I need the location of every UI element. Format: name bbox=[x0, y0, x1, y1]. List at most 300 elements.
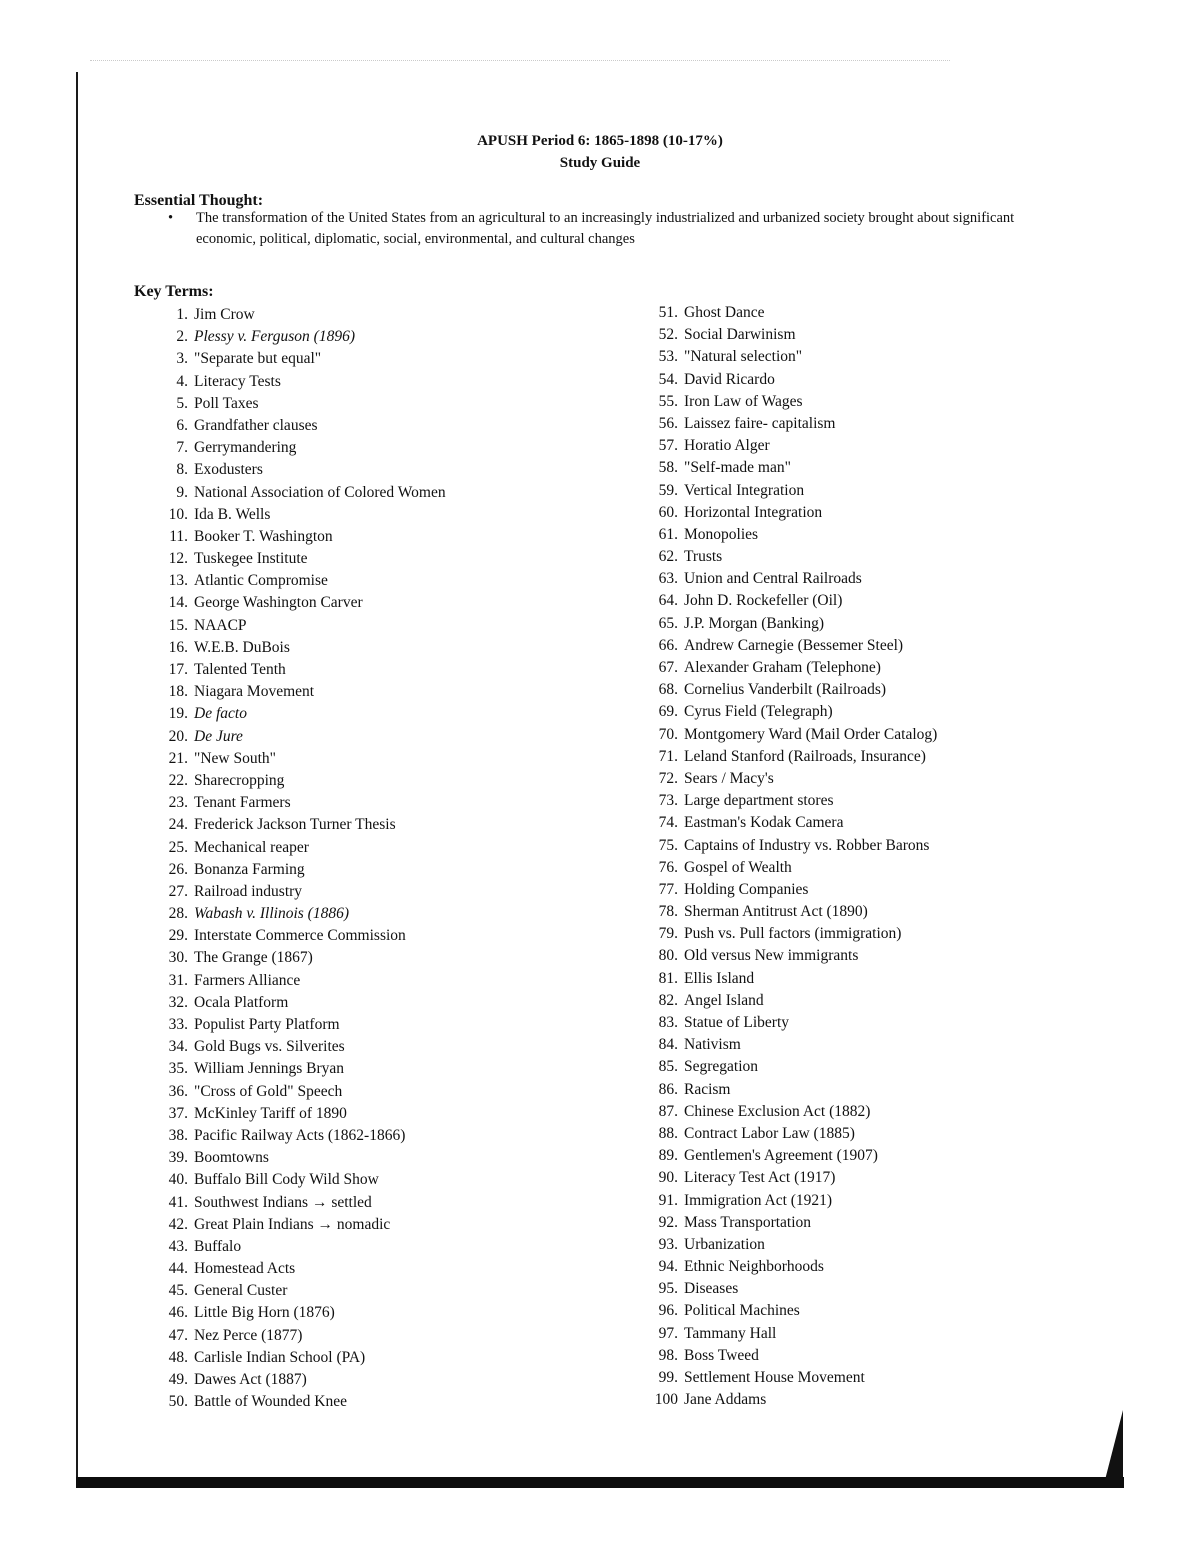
key-term-number: 77. bbox=[658, 880, 678, 898]
key-term-item bbox=[158, 1214, 446, 1236]
key-term-number: 2. bbox=[176, 328, 188, 346]
key-term-item bbox=[648, 901, 937, 923]
key-term-item bbox=[158, 615, 446, 637]
key-term-item bbox=[648, 701, 937, 723]
key-term-item bbox=[158, 393, 446, 415]
key-term-number: 73. bbox=[658, 792, 678, 810]
key-term-text: Literacy Tests bbox=[194, 372, 281, 390]
key-term-text: William Jennings Bryan bbox=[194, 1060, 345, 1078]
key-term-item bbox=[158, 814, 446, 836]
key-term-number: 67. bbox=[658, 659, 678, 676]
key-term-item bbox=[648, 346, 937, 368]
key-term-text: Statue of Liberty bbox=[684, 1014, 790, 1031]
key-term-item bbox=[158, 570, 446, 592]
key-term-number: 82. bbox=[658, 991, 678, 1009]
key-term-item bbox=[648, 768, 937, 790]
bullet-icon: • bbox=[168, 210, 174, 226]
key-term-text: Sharecropping bbox=[194, 771, 285, 789]
key-term-number: 27. bbox=[168, 882, 188, 900]
key-term-number: 34. bbox=[168, 1038, 188, 1056]
key-term-item bbox=[158, 592, 446, 614]
key-term-text: Ghost Dance bbox=[684, 304, 765, 321]
key-term-number: 74. bbox=[658, 814, 678, 832]
key-term-text: "Self-made man" bbox=[684, 459, 791, 477]
key-term-text: Segregation bbox=[684, 1058, 759, 1076]
key-term-item bbox=[158, 637, 446, 659]
key-term-text: Social Darwinism bbox=[684, 326, 796, 344]
key-term-item bbox=[158, 881, 446, 903]
key-term-text: Boss Tweed bbox=[684, 1346, 759, 1364]
key-term-text: Captains of Industry vs. Robber Barons bbox=[684, 836, 930, 854]
key-term-item bbox=[158, 992, 446, 1014]
key-term-number: 19. bbox=[168, 705, 188, 723]
key-term-text: Booker T. Washington bbox=[194, 527, 333, 545]
key-term-item bbox=[648, 502, 937, 524]
essential-thought-text: The transformation of the United States from an agricultural to an increasingly industrialized and urbanized society brought about significant economic, political, diplomatic, social, environmental, and cultural changes bbox=[196, 210, 1015, 247]
key-term-number: 8. bbox=[176, 461, 188, 479]
key-term-number: 92. bbox=[658, 1213, 678, 1231]
key-term-text: Nativism bbox=[684, 1036, 741, 1054]
scan-artifact-top bbox=[90, 60, 950, 71]
essential-thought-heading: Essential Thought: bbox=[134, 192, 264, 209]
key-term-number: 21. bbox=[168, 749, 188, 767]
key-term-item bbox=[158, 1347, 446, 1369]
key-term-number: 63. bbox=[658, 570, 678, 588]
key-term-text: Vertical Integration bbox=[684, 481, 805, 499]
key-terms-column-left bbox=[158, 304, 446, 1413]
key-term-text: Dawes Act (1887) bbox=[194, 1371, 307, 1388]
key-term-number: 6. bbox=[176, 416, 188, 434]
key-terms-heading: Key Terms: bbox=[134, 283, 214, 300]
key-term-text: "Natural selection" bbox=[684, 348, 803, 366]
key-term-item bbox=[158, 437, 446, 459]
key-term-number: 39. bbox=[168, 1149, 188, 1167]
key-term-text: The Grange (1867) bbox=[194, 949, 313, 967]
key-term-number: 20. bbox=[168, 727, 188, 745]
key-term-item bbox=[648, 857, 937, 879]
key-term-item bbox=[648, 812, 937, 834]
key-term-number: 48. bbox=[168, 1348, 188, 1366]
key-term-item bbox=[158, 1169, 446, 1191]
key-term-text: Holding Companies bbox=[684, 880, 809, 898]
key-term-item bbox=[648, 1056, 937, 1078]
key-term-text: Ocala Platform bbox=[194, 993, 289, 1011]
key-term-text: Cyrus Field (Telegraph) bbox=[684, 703, 833, 721]
key-term-number: 83. bbox=[658, 1014, 678, 1031]
key-term-number: 76. bbox=[658, 858, 678, 876]
key-term-text: Battle of Wounded Knee bbox=[194, 1393, 347, 1411]
key-term-number: 15. bbox=[168, 616, 188, 634]
key-term-item bbox=[648, 1079, 937, 1101]
key-term-number: 81. bbox=[658, 969, 678, 987]
key-term-number: 17. bbox=[168, 661, 188, 678]
key-term-number: 86. bbox=[658, 1080, 678, 1098]
key-term-number: 33. bbox=[168, 1016, 188, 1033]
key-term-item bbox=[158, 748, 446, 770]
key-term-text: Sears / Macy's bbox=[684, 769, 774, 787]
key-term-text: De Jure bbox=[194, 727, 243, 745]
key-term-number: 26. bbox=[168, 860, 188, 878]
key-term-text: Mechanical reaper bbox=[194, 838, 309, 856]
key-term-item bbox=[158, 792, 446, 814]
key-term-number: 72. bbox=[658, 769, 678, 787]
key-term-text: Gospel of Wealth bbox=[684, 858, 792, 876]
key-term-number: 55. bbox=[658, 392, 678, 410]
page-title: APUSH Period 6: 1865-1898 (10-17%) bbox=[477, 133, 723, 149]
key-term-text: Monopolies bbox=[684, 525, 759, 543]
key-term-number: 1. bbox=[176, 306, 188, 323]
key-term-number: 14. bbox=[168, 594, 188, 612]
key-term-item bbox=[158, 1036, 446, 1058]
key-term-item bbox=[648, 1323, 937, 1345]
key-term-text: Southwest Indians → settled bbox=[194, 1193, 372, 1211]
key-term-item bbox=[158, 504, 446, 526]
key-term-text: Ethnic Neighborhoods bbox=[684, 1258, 824, 1276]
key-term-number: 18. bbox=[168, 683, 188, 701]
key-term-item bbox=[648, 1278, 937, 1300]
key-term-text: Alexander Graham (Telephone) bbox=[684, 659, 881, 676]
key-term-number: 46. bbox=[168, 1304, 188, 1322]
key-term-item bbox=[158, 459, 446, 481]
key-term-text: Frederick Jackson Turner Thesis bbox=[194, 816, 396, 834]
key-term-text: Jane Addams bbox=[684, 1391, 767, 1409]
key-term-number: 68. bbox=[658, 681, 678, 699]
key-term-number: 4. bbox=[176, 372, 188, 390]
key-term-item bbox=[648, 1345, 937, 1367]
key-term-text: Contract Labor Law (1885) bbox=[684, 1124, 855, 1142]
key-term-text: Old versus New immigrants bbox=[684, 947, 859, 965]
key-term-number: 24. bbox=[168, 816, 188, 834]
key-term-number: 70. bbox=[658, 725, 678, 743]
key-term-number: 47. bbox=[168, 1326, 188, 1344]
key-term-number: 12. bbox=[168, 550, 188, 568]
scan-corner-curl bbox=[1105, 1410, 1123, 1480]
key-term-item bbox=[158, 837, 446, 859]
key-term-item bbox=[158, 925, 446, 947]
key-term-text: John D. Rockefeller (Oil) bbox=[684, 592, 843, 610]
key-term-number: 30. bbox=[168, 949, 188, 967]
key-term-number: 45. bbox=[168, 1282, 188, 1300]
key-term-number: 53. bbox=[658, 348, 678, 366]
key-term-text: "Cross of Gold" Speech bbox=[194, 1082, 343, 1100]
key-term-item bbox=[648, 679, 937, 701]
key-term-text: General Custer bbox=[194, 1282, 288, 1300]
key-term-number: 100 bbox=[654, 1391, 678, 1409]
key-term-text: Literacy Test Act (1917) bbox=[684, 1169, 836, 1187]
key-term-number: 75. bbox=[658, 836, 678, 854]
key-term-item bbox=[158, 970, 446, 992]
title-block bbox=[0, 130, 1200, 174]
key-term-text: Gerrymandering bbox=[194, 439, 297, 457]
key-term-number: 10. bbox=[168, 505, 188, 523]
key-term-item bbox=[158, 1258, 446, 1280]
key-term-item bbox=[648, 1256, 937, 1278]
key-term-number: 96. bbox=[658, 1302, 678, 1320]
key-term-text: Angel Island bbox=[684, 991, 764, 1009]
key-term-item bbox=[648, 990, 937, 1012]
key-term-item bbox=[648, 546, 937, 568]
key-term-number: 41. bbox=[168, 1193, 188, 1211]
key-term-number: 89. bbox=[658, 1147, 678, 1165]
key-term-item bbox=[648, 324, 937, 346]
key-term-item bbox=[648, 1234, 937, 1256]
key-term-item bbox=[648, 457, 937, 479]
key-term-text: Ida B. Wells bbox=[194, 505, 271, 523]
key-term-text: Carlisle Indian School (PA) bbox=[194, 1348, 366, 1366]
key-term-item bbox=[648, 879, 937, 901]
key-term-text: Cornelius Vanderbilt (Railroads) bbox=[684, 681, 887, 699]
key-term-number: 79. bbox=[658, 925, 678, 943]
key-term-item bbox=[648, 1300, 937, 1322]
key-term-item bbox=[648, 1145, 937, 1167]
key-term-number: 62. bbox=[658, 548, 678, 566]
key-term-item bbox=[648, 968, 937, 990]
key-term-item bbox=[158, 1192, 446, 1214]
key-term-item bbox=[158, 1369, 446, 1391]
key-term-number: 37. bbox=[168, 1104, 188, 1122]
key-term-text: Buffalo Bill Cody Wild Show bbox=[194, 1171, 379, 1189]
key-term-number: 97. bbox=[658, 1324, 678, 1342]
key-term-item bbox=[648, 1389, 937, 1411]
key-term-number: 69. bbox=[658, 703, 678, 721]
key-term-text: Horizontal Integration bbox=[684, 503, 823, 521]
key-term-item bbox=[158, 482, 446, 504]
key-term-item bbox=[648, 746, 937, 768]
key-term-text: Buffalo bbox=[194, 1237, 242, 1255]
key-term-item bbox=[158, 1014, 446, 1036]
essential-thought-item bbox=[168, 208, 1048, 250]
key-term-number: 7. bbox=[176, 439, 188, 457]
key-term-text: Little Big Horn (1876) bbox=[194, 1304, 335, 1322]
key-term-text: Homestead Acts bbox=[194, 1260, 296, 1278]
key-term-item bbox=[158, 1147, 446, 1169]
key-terms-column-right bbox=[648, 302, 937, 1411]
key-term-number: 58. bbox=[658, 459, 678, 477]
key-term-text: Wabash v. Illinois (1886) bbox=[194, 905, 349, 923]
key-term-text: Tuskegee Institute bbox=[194, 550, 308, 568]
key-term-item bbox=[648, 1123, 937, 1145]
key-term-item bbox=[648, 435, 937, 457]
key-term-text: NAACP bbox=[194, 616, 247, 634]
scan-edge-left bbox=[76, 72, 78, 1477]
key-term-text: Gold Bugs vs. Silverites bbox=[194, 1038, 345, 1056]
key-term-item bbox=[158, 859, 446, 881]
key-term-text: J.P. Morgan (Banking) bbox=[684, 614, 825, 632]
key-term-number: 64. bbox=[658, 592, 678, 610]
key-term-text: David Ricardo bbox=[684, 370, 775, 388]
key-term-number: 60. bbox=[658, 503, 678, 521]
key-term-item bbox=[158, 326, 446, 348]
key-term-item bbox=[648, 1167, 937, 1189]
key-term-text: Populist Party Platform bbox=[194, 1016, 340, 1033]
key-term-number: 40. bbox=[168, 1171, 188, 1189]
key-term-text: Union and Central Railroads bbox=[684, 570, 862, 588]
key-term-text: Ellis Island bbox=[684, 969, 755, 987]
key-term-number: 31. bbox=[168, 971, 188, 989]
key-term-number: 61. bbox=[658, 525, 678, 543]
key-term-item bbox=[648, 945, 937, 967]
key-term-text: De facto bbox=[194, 705, 247, 723]
key-term-number: 52. bbox=[658, 326, 678, 344]
key-term-item bbox=[648, 923, 937, 945]
key-term-text: Plessy v. Ferguson (1896) bbox=[194, 328, 355, 346]
key-term-number: 50. bbox=[168, 1393, 188, 1411]
key-term-item bbox=[158, 548, 446, 570]
key-term-number: 91. bbox=[658, 1191, 678, 1209]
key-term-item bbox=[648, 1367, 937, 1389]
key-term-item bbox=[158, 947, 446, 969]
key-term-number: 28. bbox=[168, 905, 188, 923]
key-term-number: 49. bbox=[168, 1371, 188, 1388]
key-term-item bbox=[158, 304, 446, 326]
key-term-item bbox=[158, 1302, 446, 1324]
key-term-item bbox=[158, 1325, 446, 1347]
key-term-text: Great Plain Indians → nomadic bbox=[194, 1215, 391, 1233]
key-term-text: George Washington Carver bbox=[194, 594, 363, 612]
scan-edge-bottom bbox=[76, 1477, 1124, 1488]
key-term-text: Bonanza Farming bbox=[194, 860, 305, 878]
key-term-text: Political Machines bbox=[684, 1302, 800, 1320]
key-term-text: Tammany Hall bbox=[684, 1324, 777, 1342]
key-term-number: 44. bbox=[168, 1260, 188, 1278]
key-term-text: Trusts bbox=[684, 548, 723, 566]
key-term-text: Gentlemen's Agreement (1907) bbox=[684, 1147, 878, 1165]
key-term-item bbox=[158, 659, 446, 681]
key-term-text: Jim Crow bbox=[194, 306, 255, 323]
key-term-text: Iron Law of Wages bbox=[684, 392, 803, 410]
key-term-text: Diseases bbox=[684, 1280, 739, 1298]
key-term-item bbox=[648, 1212, 937, 1234]
key-term-text: Grandfather clauses bbox=[194, 416, 318, 434]
key-term-number: 78. bbox=[658, 903, 678, 921]
key-term-text: Boomtowns bbox=[194, 1149, 269, 1167]
key-term-text: Leland Stanford (Railroads, Insurance) bbox=[684, 747, 926, 765]
key-term-item bbox=[158, 1236, 446, 1258]
key-term-number: 87. bbox=[658, 1102, 678, 1120]
key-term-item bbox=[648, 524, 937, 546]
key-term-item bbox=[158, 526, 446, 548]
key-term-number: 23. bbox=[168, 794, 188, 812]
key-term-number: 66. bbox=[658, 636, 678, 654]
key-term-item bbox=[648, 391, 937, 413]
key-term-number: 80. bbox=[658, 947, 678, 965]
key-term-item bbox=[158, 726, 446, 748]
key-term-item bbox=[648, 1012, 937, 1034]
key-term-number: 54. bbox=[658, 370, 678, 388]
key-term-number: 59. bbox=[658, 481, 678, 499]
key-term-number: 57. bbox=[658, 437, 678, 455]
key-term-item bbox=[648, 480, 937, 502]
key-term-number: 43. bbox=[168, 1237, 188, 1255]
key-term-number: 95. bbox=[658, 1280, 678, 1298]
key-term-item bbox=[158, 415, 446, 437]
key-term-text: Sherman Antitrust Act (1890) bbox=[684, 903, 868, 921]
key-term-number: 36. bbox=[168, 1082, 188, 1100]
key-term-text: Tenant Farmers bbox=[194, 794, 291, 812]
key-term-number: 42. bbox=[168, 1215, 188, 1233]
key-term-number: 16. bbox=[168, 638, 188, 656]
key-term-text: Horatio Alger bbox=[684, 437, 770, 455]
key-term-text: Interstate Commerce Commission bbox=[194, 927, 406, 945]
key-term-item bbox=[648, 657, 937, 679]
key-term-item bbox=[648, 835, 937, 857]
key-term-item bbox=[158, 703, 446, 725]
key-term-text: Laissez faire- capitalism bbox=[684, 414, 836, 432]
key-term-text: Exodusters bbox=[194, 461, 263, 479]
key-term-item bbox=[158, 1280, 446, 1302]
key-term-text: Andrew Carnegie (Bessemer Steel) bbox=[684, 636, 904, 654]
key-term-text: Niagara Movement bbox=[194, 683, 315, 701]
key-term-text: Railroad industry bbox=[194, 882, 303, 900]
key-term-item bbox=[648, 568, 937, 590]
key-term-number: 85. bbox=[658, 1058, 678, 1076]
key-term-number: 71. bbox=[658, 747, 678, 765]
key-term-text: Poll Taxes bbox=[194, 394, 259, 412]
key-term-number: 29. bbox=[168, 927, 188, 945]
key-term-text: Mass Transportation bbox=[684, 1213, 812, 1231]
key-term-item bbox=[648, 1034, 937, 1056]
key-term-number: 93. bbox=[658, 1235, 678, 1253]
key-term-number: 3. bbox=[176, 350, 188, 368]
key-term-text: Chinese Exclusion Act (1882) bbox=[684, 1102, 871, 1120]
key-term-item bbox=[158, 1391, 446, 1413]
key-term-number: 90. bbox=[658, 1169, 678, 1187]
key-term-text: Urbanization bbox=[684, 1235, 765, 1253]
key-term-item bbox=[158, 371, 446, 393]
key-term-item bbox=[158, 903, 446, 925]
key-term-number: 84. bbox=[658, 1036, 678, 1054]
key-term-text: Montgomery Ward (Mail Order Catalog) bbox=[684, 725, 938, 743]
key-term-text: McKinley Tariff of 1890 bbox=[194, 1104, 347, 1122]
key-term-number: 65. bbox=[658, 614, 678, 632]
key-term-number: 51. bbox=[658, 304, 678, 321]
key-term-text: Immigration Act (1921) bbox=[684, 1191, 833, 1209]
key-term-text: Farmers Alliance bbox=[194, 971, 301, 989]
essential-thought-list bbox=[168, 208, 1048, 250]
key-term-number: 32. bbox=[168, 993, 188, 1011]
key-term-text: Large department stores bbox=[684, 792, 834, 810]
key-term-text: "New South" bbox=[194, 749, 276, 767]
key-term-item bbox=[648, 613, 937, 635]
key-term-item bbox=[648, 790, 937, 812]
key-term-text: Racism bbox=[684, 1080, 731, 1098]
key-term-number: 25. bbox=[168, 838, 188, 856]
key-term-item bbox=[158, 1125, 446, 1147]
key-term-item bbox=[648, 635, 937, 657]
key-term-text: Settlement House Movement bbox=[684, 1369, 865, 1386]
key-term-item bbox=[648, 302, 937, 324]
key-term-number: 22. bbox=[168, 771, 188, 789]
key-term-number: 38. bbox=[168, 1126, 188, 1144]
key-term-number: 94. bbox=[658, 1258, 678, 1276]
key-term-item bbox=[648, 1190, 937, 1212]
key-term-item bbox=[648, 369, 937, 391]
key-term-item bbox=[648, 724, 937, 746]
page-subtitle: Study Guide bbox=[559, 155, 641, 171]
key-term-number: 56. bbox=[658, 414, 678, 432]
key-term-number: 13. bbox=[168, 572, 188, 590]
key-term-item bbox=[158, 770, 446, 792]
key-term-text: Atlantic Compromise bbox=[194, 572, 328, 590]
key-term-number: 35. bbox=[168, 1060, 188, 1078]
key-term-item bbox=[158, 348, 446, 370]
key-term-item bbox=[648, 1101, 937, 1123]
key-term-item bbox=[648, 413, 937, 435]
key-term-number: 99. bbox=[658, 1369, 678, 1386]
key-term-text: Push vs. Pull factors (immigration) bbox=[684, 925, 902, 943]
key-term-text: W.E.B. DuBois bbox=[194, 638, 290, 656]
key-term-item bbox=[158, 681, 446, 703]
